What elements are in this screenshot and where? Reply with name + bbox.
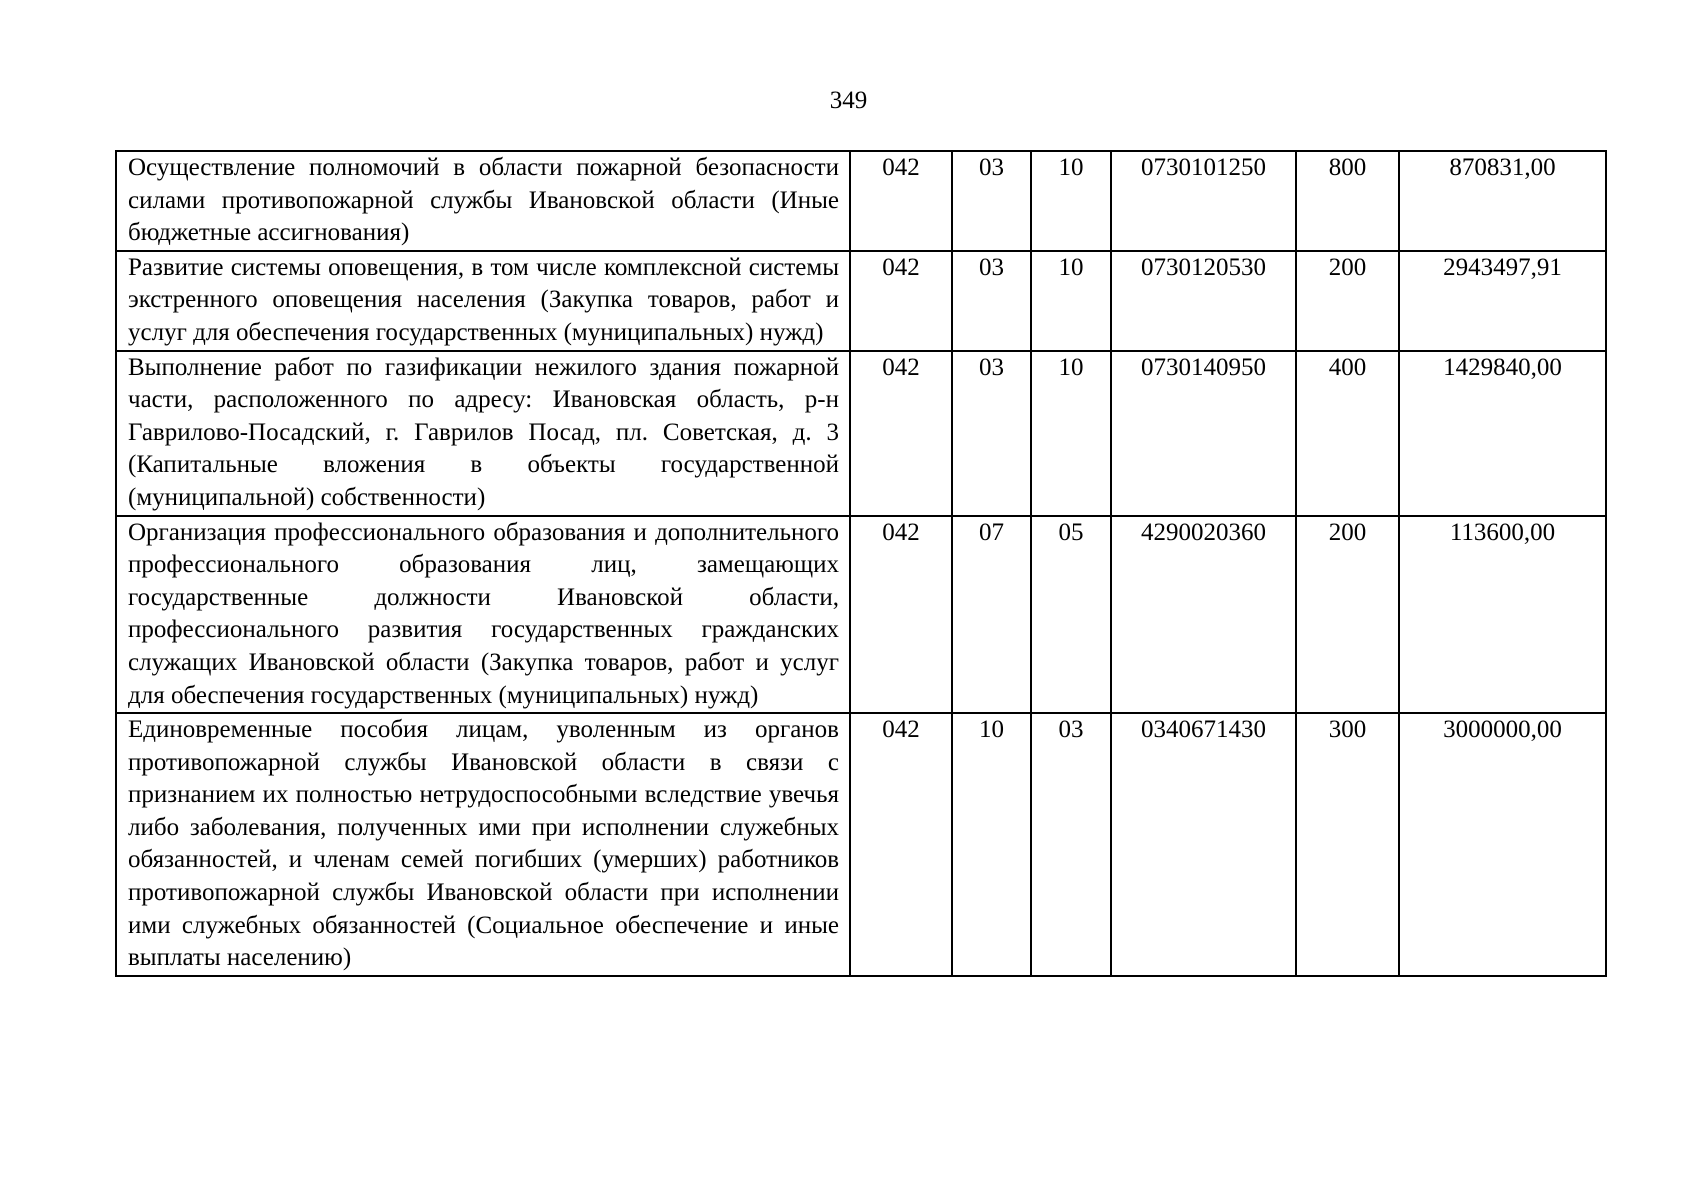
page-number: 349 [829, 87, 868, 114]
target-article-code: 0730101250 [1111, 151, 1296, 251]
ministry-code: 042 [850, 251, 952, 351]
row-description: Организация профессионального образования и дополнительного профессионального образования лиц, замещающих государственные должности Ивановской области, профессионального развития государственных гражданских служащих Ивановской области (Закупка товаров, работ и услуг для обеспечения государственных (муниципальных) нужд) [116, 516, 850, 714]
table-row [116, 351, 1606, 516]
target-article-code: 0730140950 [1111, 351, 1296, 516]
subsection-code: 03 [1031, 713, 1111, 976]
ministry-code: 042 [850, 516, 952, 714]
table-row [116, 713, 1606, 976]
expense-type-code: 200 [1296, 516, 1399, 714]
ministry-code: 042 [850, 151, 952, 251]
table-row [116, 516, 1606, 714]
ministry-code: 042 [850, 713, 952, 976]
row-description: Развитие системы оповещения, в том числе комплексной системы экстренного оповещения населения (Закупка товаров, работ и услуг для обеспечения государственных (муниципальных) нужд) [116, 251, 850, 351]
subsection-code: 10 [1031, 151, 1111, 251]
expense-type-code: 300 [1296, 713, 1399, 976]
amount: 2943497,91 [1399, 251, 1606, 351]
section-code: 03 [952, 251, 1031, 351]
amount: 3000000,00 [1399, 713, 1606, 976]
section-code: 10 [952, 713, 1031, 976]
expense-type-code: 400 [1296, 351, 1399, 516]
row-description: Осуществление полномочий в области пожарной безопасности силами противопожарной службы Ивановской области (Иные бюджетные ассигнования) [116, 151, 850, 251]
amount: 113600,00 [1399, 516, 1606, 714]
expense-type-code: 200 [1296, 251, 1399, 351]
target-article-code: 0730120530 [1111, 251, 1296, 351]
row-description: Единовременные пособия лицам, уволенным из органов противопожарной службы Ивановской области в связи с признанием их полностью нетрудоспособными вследствие увечья либо заболевания, полученных ими при исполнении служебных обязанностей, и членам семей погибших (умерших) работников противопожарной службы Ивановской области при исполнении ими служебных обязанностей (Социальное обеспечение и иные выплаты населению) [116, 713, 850, 976]
section-code: 07 [952, 516, 1031, 714]
subsection-code: 05 [1031, 516, 1111, 714]
budget-table [115, 150, 1607, 977]
amount: 1429840,00 [1399, 351, 1606, 516]
ministry-code: 042 [850, 351, 952, 516]
target-article-code: 0340671430 [1111, 713, 1296, 976]
amount: 870831,00 [1399, 151, 1606, 251]
table-row [116, 151, 1606, 251]
table-row [116, 251, 1606, 351]
section-code: 03 [952, 351, 1031, 516]
expense-type-code: 800 [1296, 151, 1399, 251]
section-code: 03 [952, 151, 1031, 251]
row-description: Выполнение работ по газификации нежилого здания пожарной части, расположенного по адресу: Ивановская область, р-н Гаврилово-Посадский, г. Гаврилов Посад, пл. Советская, д. 3 (Капитальные вложения в объекты государственной (муниципальной) собственности) [116, 351, 850, 516]
subsection-code: 10 [1031, 251, 1111, 351]
subsection-code: 10 [1031, 351, 1111, 516]
target-article-code: 4290020360 [1111, 516, 1296, 714]
